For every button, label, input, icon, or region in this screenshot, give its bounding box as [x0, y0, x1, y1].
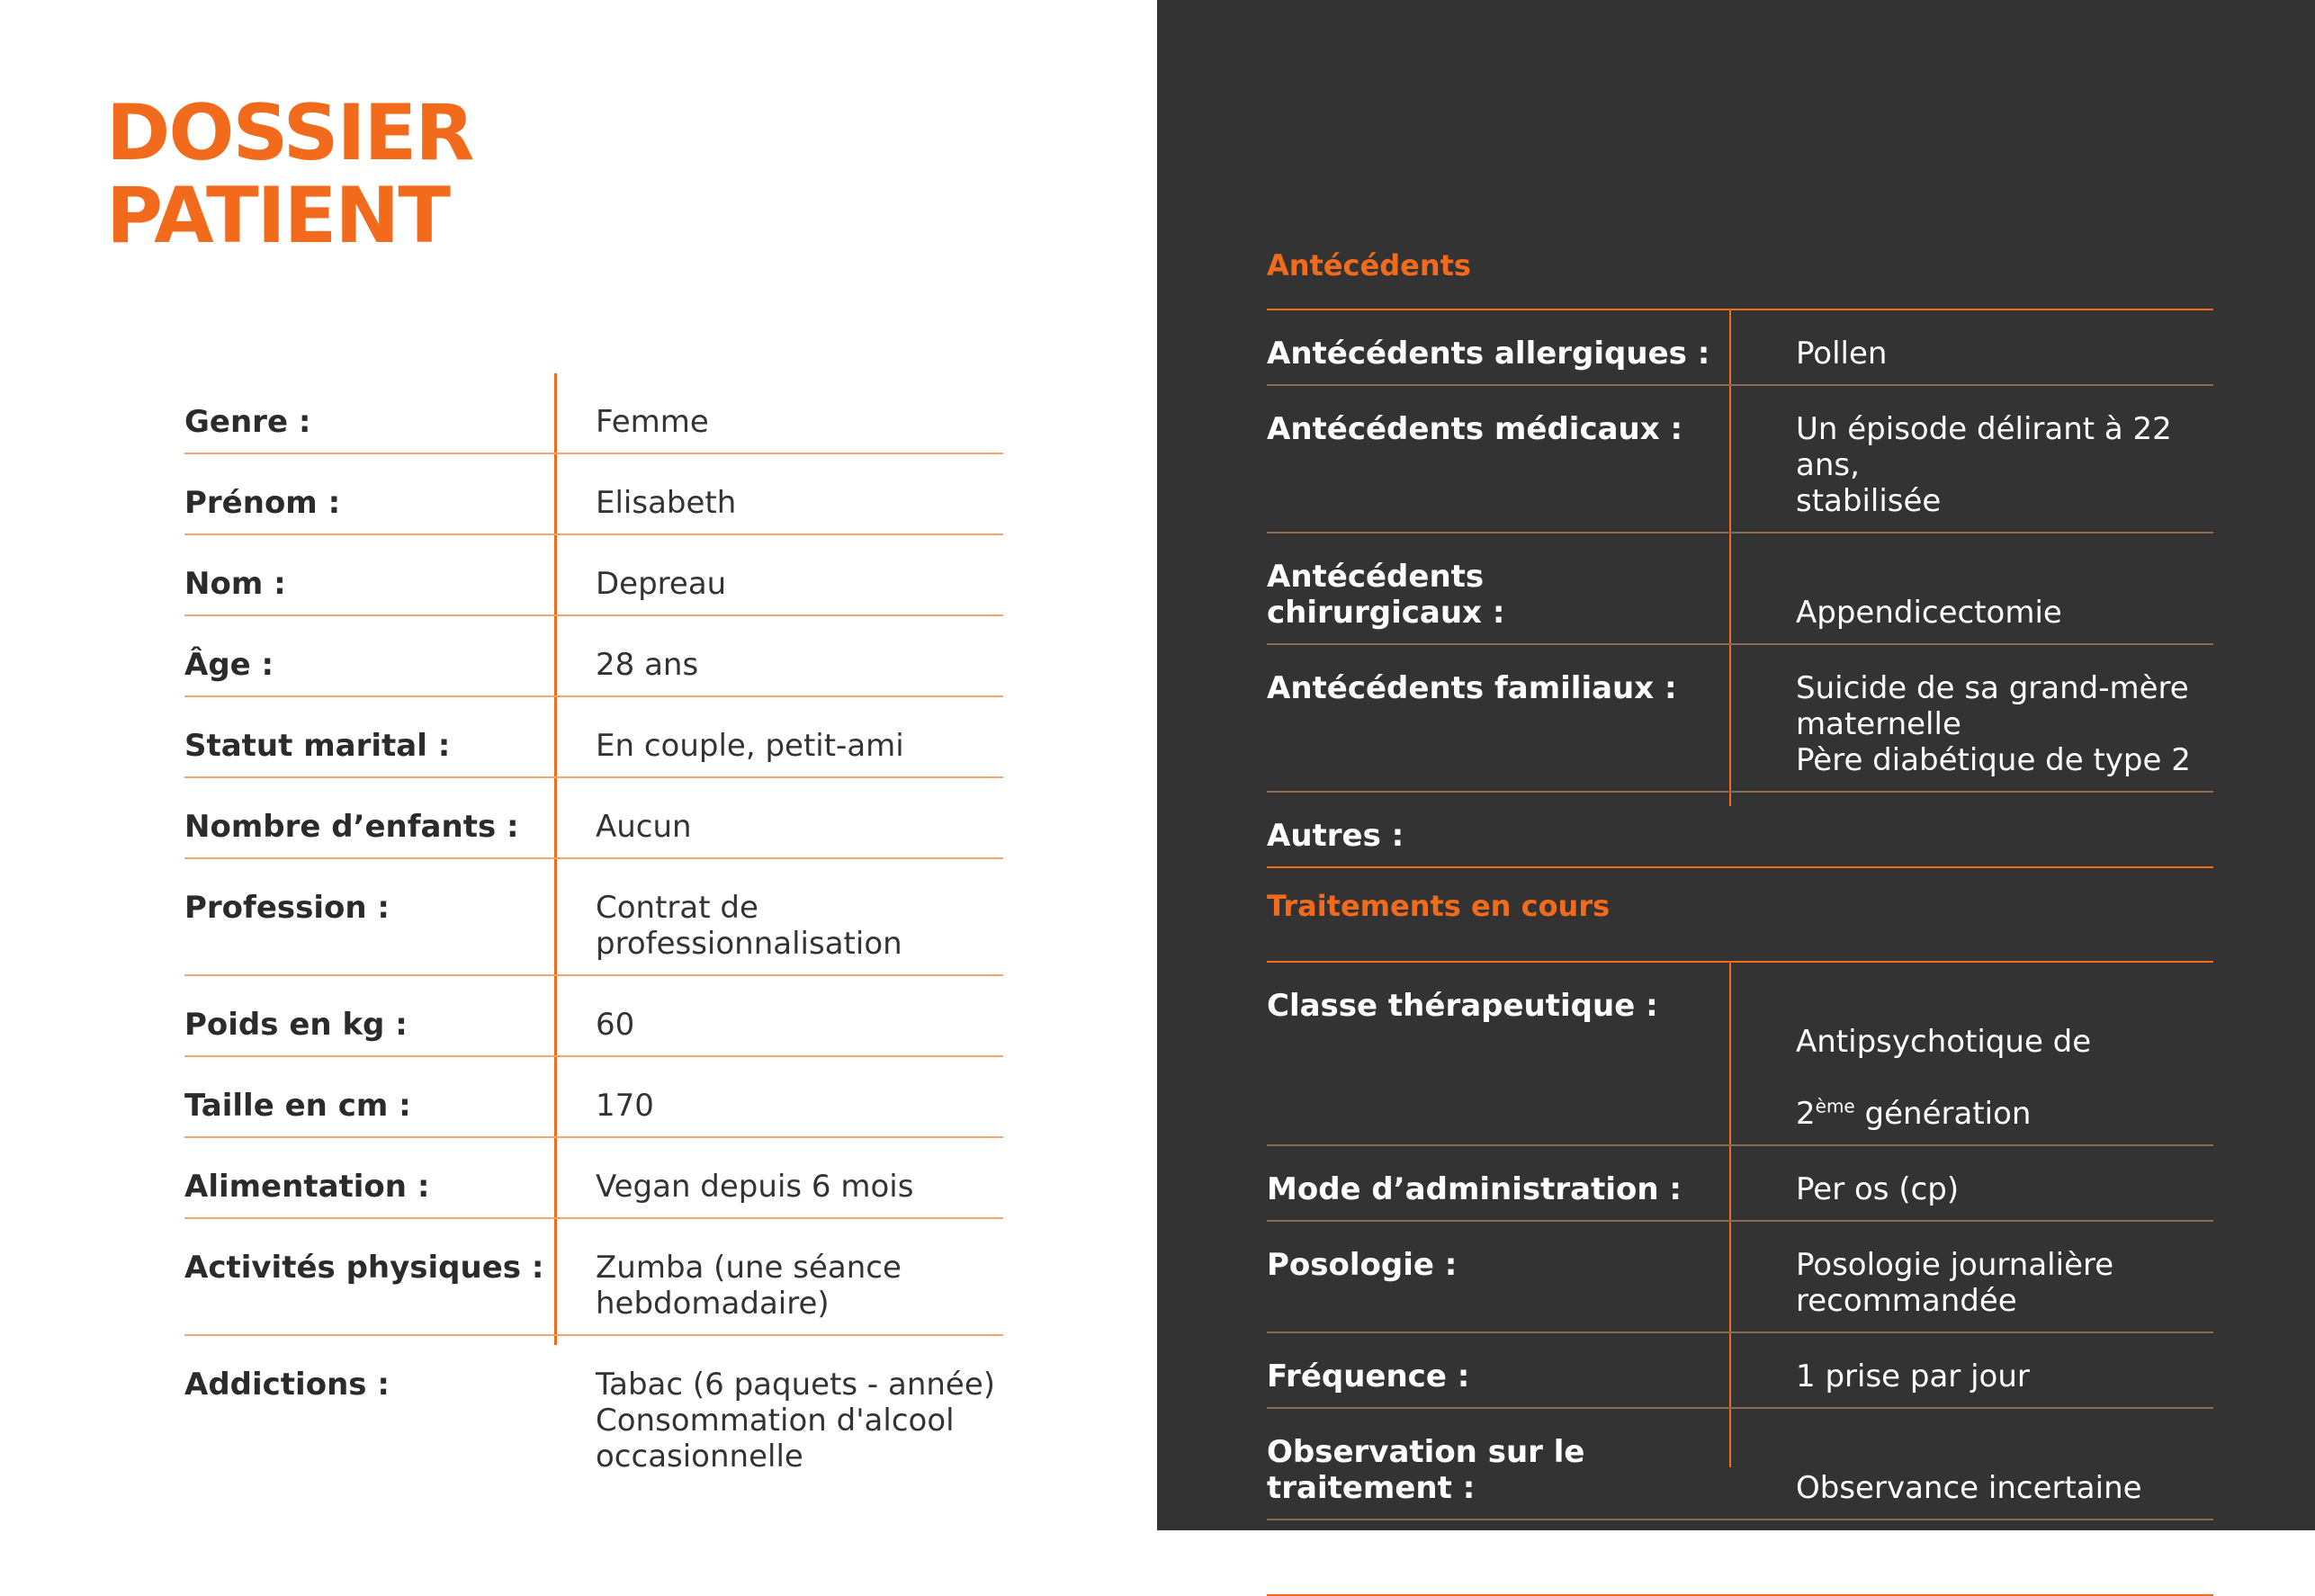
antecedents-table — [1267, 309, 2213, 868]
row-label: Nom : — [184, 566, 286, 602]
table-row — [1267, 1222, 2213, 1333]
row-value: Suicide de sa grand-mère maternelle Père diabétique de type 2 — [1796, 670, 2191, 778]
row-label: Nombre d’enfants : — [184, 809, 519, 845]
value-number: 2 — [1796, 1096, 1816, 1132]
table-row — [184, 859, 1003, 976]
page-title — [106, 88, 473, 261]
value-line-1: Antipsychotique de — [1796, 1024, 2092, 1060]
table-row — [184, 1057, 1003, 1138]
value-rest: génération — [1854, 1096, 2032, 1132]
patient-panel — [0, 0, 1157, 1530]
patient-info-table — [184, 373, 1003, 1487]
table-row — [184, 616, 1003, 697]
row-label: Addictions : — [184, 1367, 390, 1403]
row-value: Vegan depuis 6 mois — [596, 1169, 914, 1205]
table-row — [1267, 310, 2213, 386]
row-value: Pollen — [1796, 336, 1888, 372]
table-row — [184, 454, 1003, 535]
row-label: Genre : — [184, 404, 311, 440]
row-value: Contraception orale — [1796, 1546, 2100, 1582]
row-label: Mode d’administration : — [1267, 1171, 1682, 1207]
title-line-1: DOSSIER — [106, 88, 473, 178]
row-value: Per os (cp) — [1796, 1171, 1960, 1207]
row-value: Appendicectomie — [1796, 595, 2062, 631]
row-value: Aucun — [596, 809, 692, 845]
row-value — [1267, 963, 2213, 1144]
row-value: Posologie journalière recommandée — [1796, 1247, 2114, 1319]
table-row — [1267, 1409, 2213, 1520]
table-row — [1267, 645, 2213, 793]
table-row — [1267, 386, 2213, 533]
table-row — [1267, 1333, 2213, 1409]
row-value: 170 — [596, 1088, 654, 1124]
row-label: Statut marital : — [184, 728, 451, 764]
table-row — [184, 1138, 1003, 1219]
row-value: En couple, petit-ami — [596, 728, 904, 764]
table-row — [1267, 1520, 2213, 1596]
row-label: Posologie : — [1267, 1247, 1458, 1283]
table-row — [1267, 963, 2213, 1146]
row-value: Elisabeth — [596, 485, 737, 521]
table-row — [184, 1219, 1003, 1336]
row-value — [1267, 793, 2213, 866]
row-label: Prénom : — [184, 485, 341, 521]
row-label: Âge : — [184, 647, 274, 683]
row-value: 1 prise par jour — [1796, 1358, 2030, 1394]
row-value: 60 — [596, 1007, 635, 1043]
row-value: Femme — [596, 404, 709, 440]
title-line-2: PATIENT — [106, 171, 450, 261]
antecedents-title: Antécédents — [1267, 248, 1471, 282]
row-label: Observation sur le traitement : — [1267, 1434, 1585, 1506]
traitements-title: Traitements en cours — [1267, 889, 1611, 923]
row-value: Zumba (une séance hebdomadaire) — [596, 1250, 902, 1322]
row-label: Poids en kg : — [184, 1007, 408, 1043]
table-row — [184, 1336, 1003, 1487]
value-superscript: ème — [1815, 1095, 1855, 1117]
row-label: Antécédents allergiques : — [1267, 336, 1710, 372]
row-label: Activités physiques : — [184, 1250, 544, 1286]
row-label: Alimentation : — [184, 1169, 430, 1205]
table-row — [1267, 1146, 2213, 1222]
row-label: Fréquence : — [1267, 1358, 1470, 1394]
row-value: 28 ans — [596, 647, 699, 683]
table-row — [184, 373, 1003, 454]
row-label: Antécédents familiaux : — [1267, 670, 1677, 706]
table-row — [184, 976, 1003, 1057]
row-value: Observance incertaine — [1796, 1470, 2142, 1506]
table-row — [184, 697, 1003, 778]
row-value: Contrat de professionnalisation — [596, 890, 902, 962]
row-value: Un épisode délirant à 22 ans, stabilisée — [1796, 411, 2172, 519]
row-value: Tabac (6 paquets - année) Consommation d'alcool occasionnelle — [596, 1367, 996, 1475]
row-label: Classe thérapeutique : — [1267, 988, 1658, 1024]
table-row — [1267, 793, 2213, 868]
row-label: Taille en cm : — [184, 1088, 411, 1124]
table-row — [1267, 533, 2213, 645]
row-value: Depreau — [596, 566, 727, 602]
row-label: Antécédents médicaux : — [1267, 411, 1683, 447]
table-row — [184, 778, 1003, 859]
row-label: Autre : — [1267, 1546, 1386, 1582]
row-label: Profession : — [184, 890, 390, 926]
traitements-table — [1267, 961, 2213, 1596]
row-label: Autres : — [1267, 818, 1404, 854]
table-row — [184, 535, 1003, 616]
row-label: Antécédents chirurgicaux : — [1267, 559, 1505, 631]
